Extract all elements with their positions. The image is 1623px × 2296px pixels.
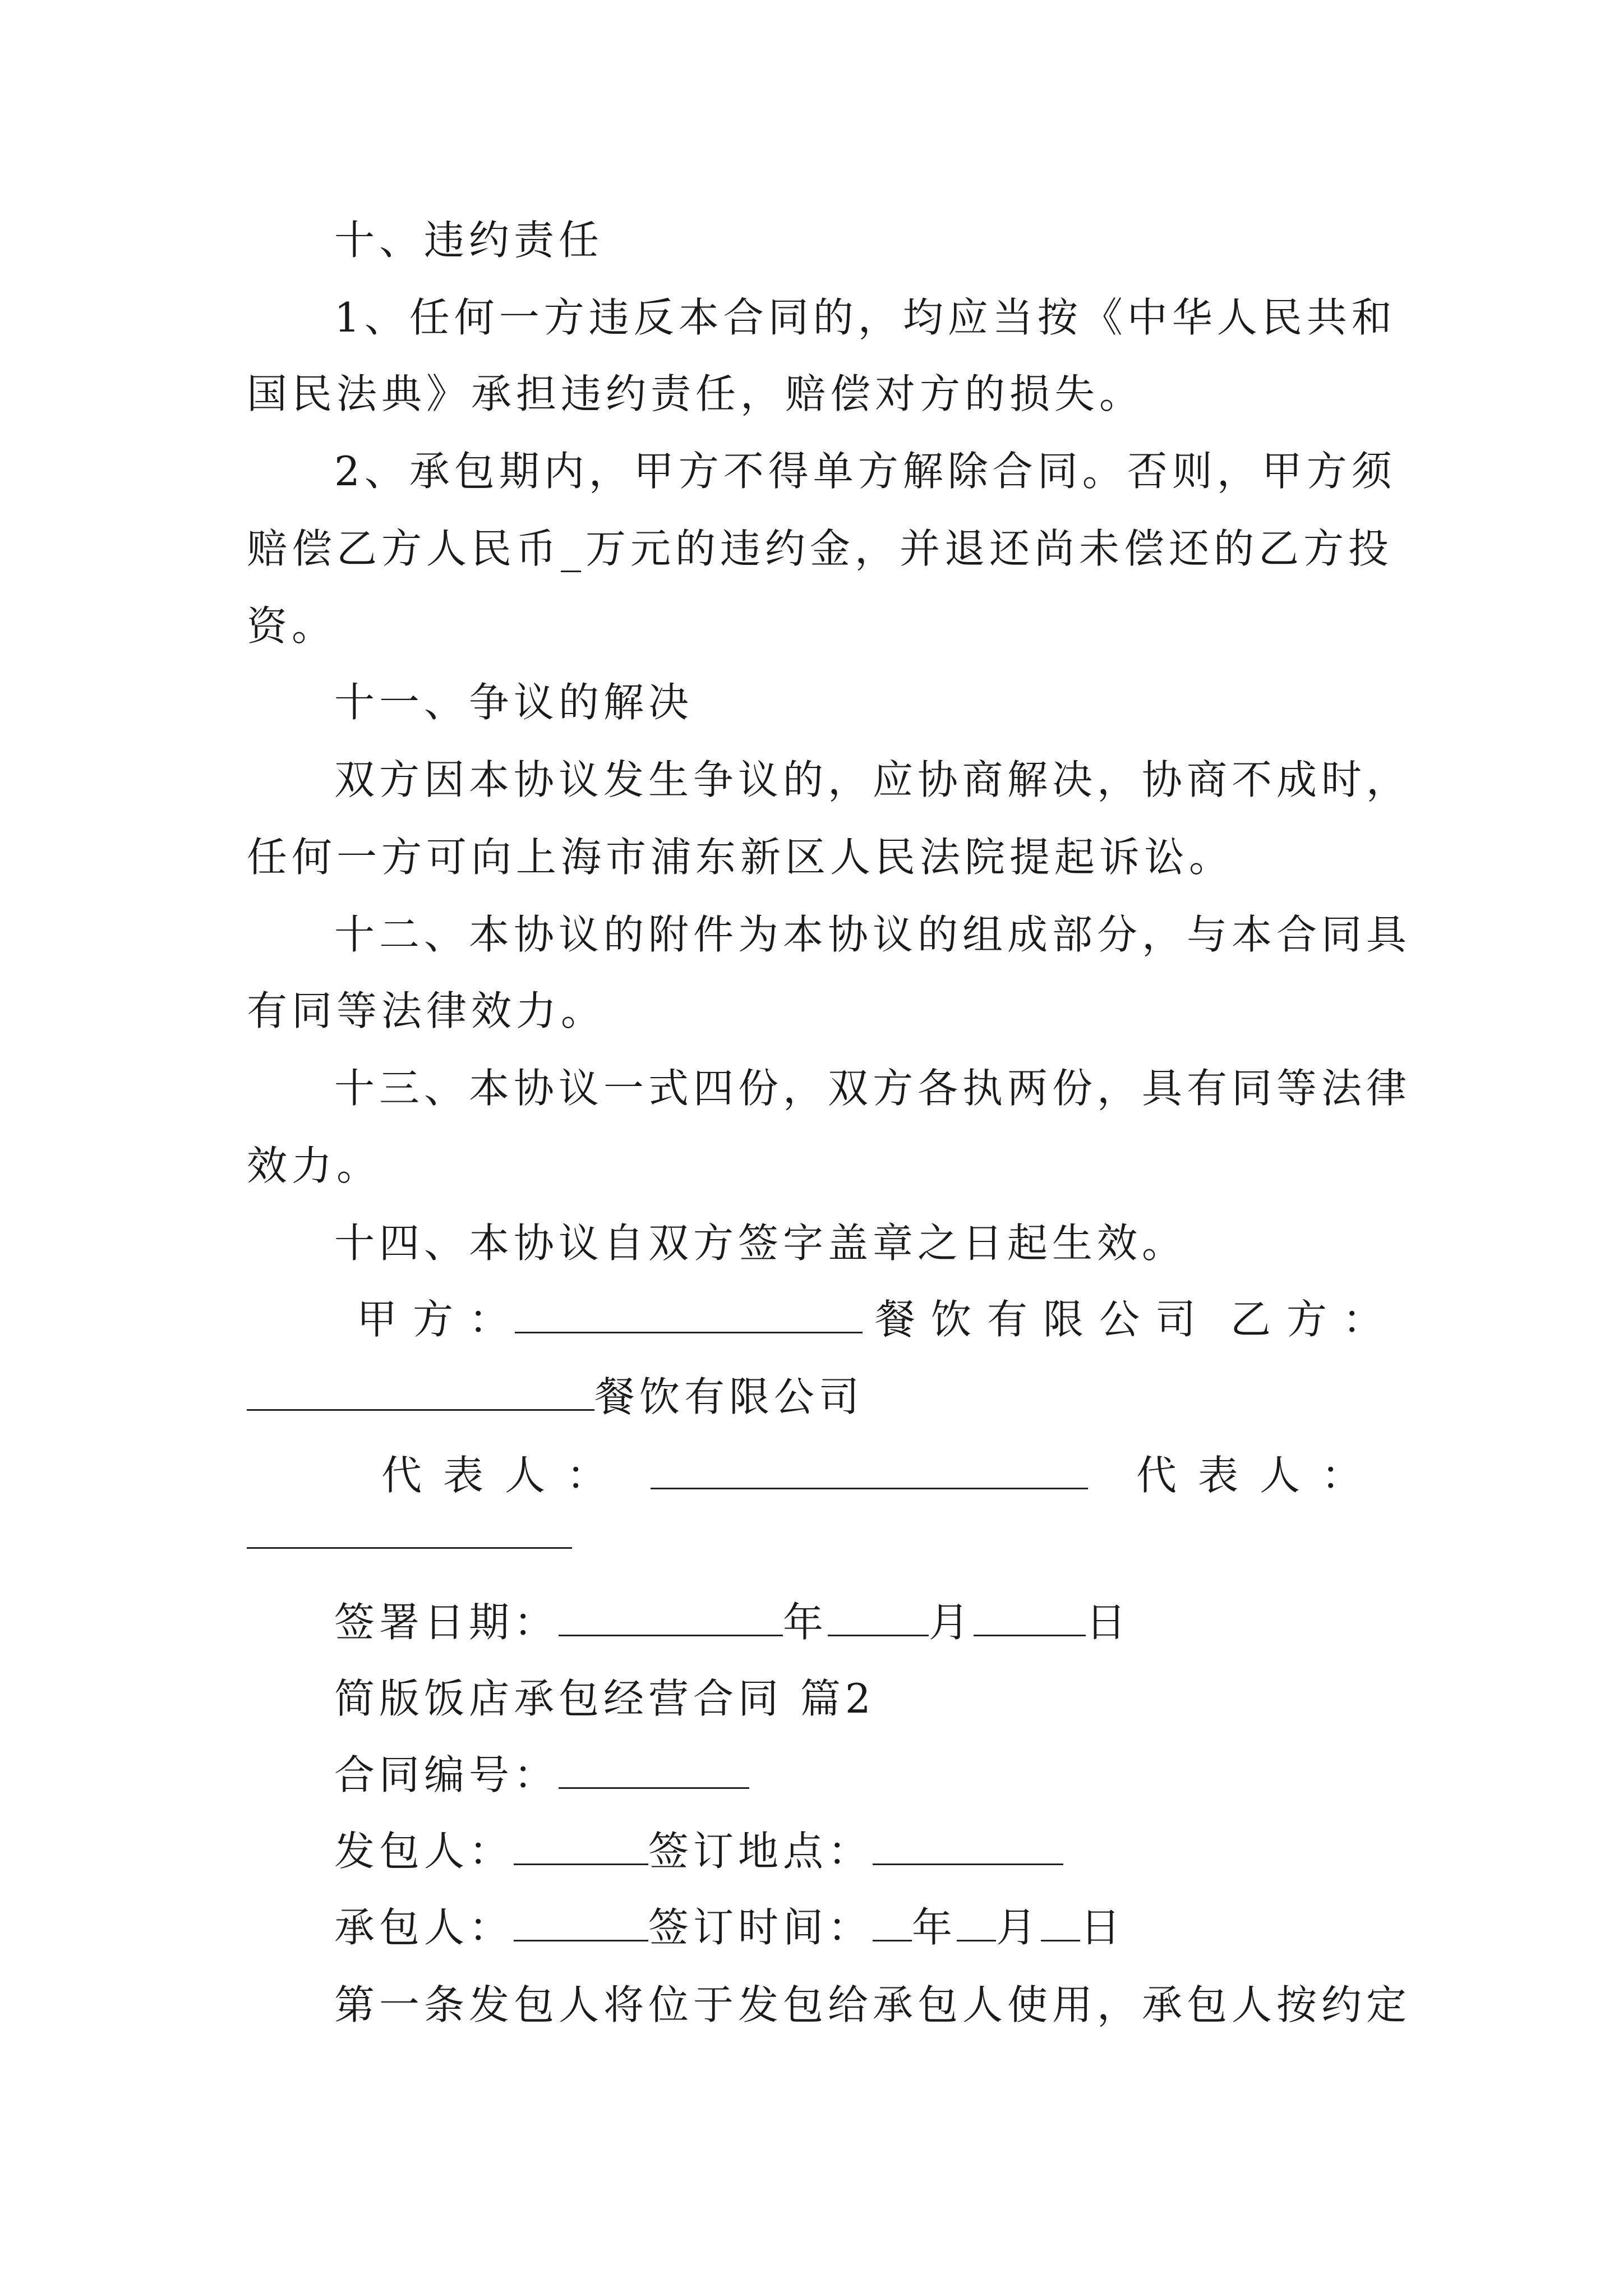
section-heading-dispute: 十一、争议的解决 — [334, 679, 694, 726]
party-line — [0, 1296, 1623, 1344]
representative-line — [0, 1452, 1623, 1500]
day-label: 日 — [1086, 1599, 1131, 1646]
paragraph-line: 赔偿乙方人民币_万元的违约金，并退还尚未偿还的乙方投 — [247, 525, 1394, 572]
contractor-label: 承包人： — [334, 1904, 514, 1951]
party-b-company: 餐饮有限公司 — [594, 1373, 864, 1420]
contract-number-label: 合同编号： — [334, 1751, 559, 1798]
contract-number-field[interactable] — [559, 1755, 749, 1789]
sign-time-year-field[interactable] — [873, 1907, 912, 1941]
paragraph-line: 资。 — [247, 602, 337, 650]
time-label: 签订时间： — [648, 1904, 873, 1951]
sign-year-field[interactable] — [559, 1602, 783, 1636]
sign-date-line — [334, 1599, 1391, 1647]
year-label: 年 — [783, 1599, 828, 1646]
sign-time-month-field[interactable] — [957, 1907, 996, 1941]
paragraph-line: 效力。 — [247, 1142, 382, 1189]
section-heading-breach: 十、违约责任 — [334, 217, 604, 264]
contractor-line — [334, 1904, 1391, 1952]
rep-b-field-line — [247, 1515, 1391, 1559]
party-b-line — [247, 1373, 1391, 1421]
contractor-field[interactable] — [514, 1907, 648, 1941]
paragraph-line: 国民法典》承担违约责任，赔偿对方的损失。 — [247, 370, 1145, 417]
rep-b-label: 代表人： — [1136, 1452, 1384, 1499]
rep-a-field[interactable] — [651, 1455, 1088, 1489]
employer-label: 发包人： — [334, 1828, 514, 1875]
time-day-label: 日 — [1080, 1904, 1126, 1951]
rep-a-label: 代表人： — [381, 1452, 629, 1499]
paragraph-line: 任何一方可向上海市浦东新区人民法院提起诉讼。 — [247, 834, 1234, 881]
party-b-name-field[interactable] — [247, 1377, 594, 1411]
sign-day-field[interactable] — [974, 1602, 1086, 1636]
paragraph-line: 1、任何一方违反本合同的，均应当按《中华人民共和 — [334, 294, 1396, 341]
place-label: 签订地点： — [648, 1828, 873, 1875]
sign-date-label: 签署日期： — [334, 1599, 559, 1646]
time-month-label: 月 — [996, 1904, 1041, 1951]
employer-field[interactable] — [514, 1831, 648, 1865]
paragraph-line: 有同等法律效力。 — [247, 987, 606, 1034]
article-1-line: 第一条发包人将位于发包给承包人使用，承包人按约定 — [334, 1981, 1412, 2028]
contract-number-line — [334, 1751, 1391, 1800]
sign-time-day-field[interactable] — [1041, 1907, 1080, 1941]
party-b-label: 乙方： — [1230, 1296, 1399, 1343]
sign-month-field[interactable] — [828, 1602, 929, 1636]
party-a-name-field[interactable] — [515, 1299, 863, 1333]
paragraph-line: 十四、本协议自双方签字盖章之日起生效。 — [334, 1220, 1187, 1267]
paragraph-line: 双方因本协议发生争议的，应协商解决，协商不成时， — [334, 756, 1412, 803]
place-field[interactable] — [873, 1831, 1063, 1865]
month-label: 月 — [929, 1599, 974, 1646]
party-a-label: 甲方： — [357, 1296, 525, 1343]
time-year-label: 年 — [912, 1904, 957, 1951]
paragraph-line: 2、承包期内，甲方不得单方解除合同。否则，甲方须 — [334, 448, 1396, 495]
party-a-company: 餐饮有限公司 — [875, 1296, 1212, 1343]
rep-b-field[interactable] — [247, 1515, 572, 1549]
paragraph-line: 十三、本协议一式四份，双方各执两份，具有同等法律 — [334, 1065, 1412, 1112]
employer-line — [334, 1828, 1391, 1876]
contract-title: 简版饭店承包经营合同 篇2 — [334, 1675, 875, 1722]
paragraph-line: 十二、本协议的附件为本协议的组成部分，与本合同具 — [334, 911, 1412, 958]
